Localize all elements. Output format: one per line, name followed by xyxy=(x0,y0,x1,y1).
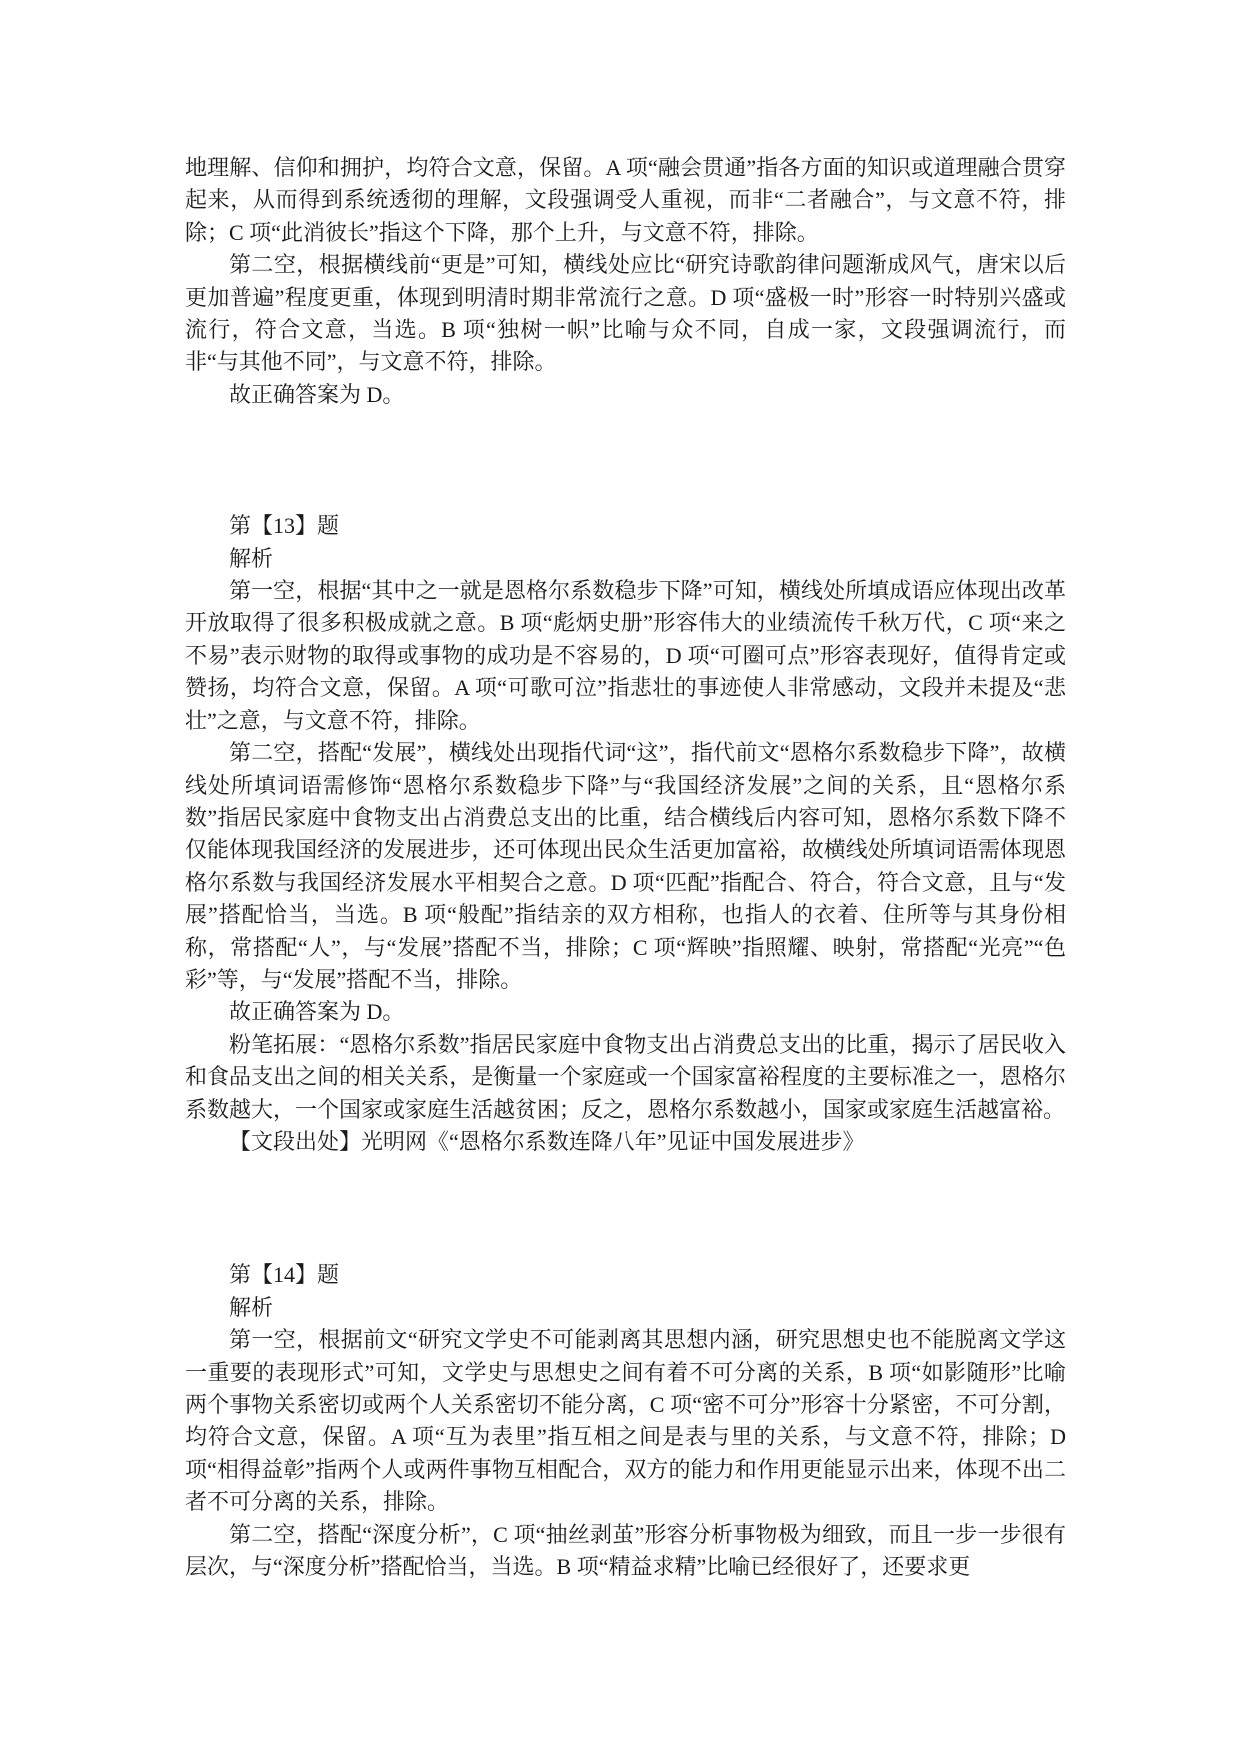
question-14-heading: 第【14】题 xyxy=(229,1262,340,1288)
explanation-paragraph: 第二空，根据横线前“更是”可知，横线处应比“研究诗歌韵律问题渐成风气，唐宋以后更加普遍”程度更重，体现到明清时期非常流行之意。D 项“盛极一时”形容一时特别兴盛或流行，符合文意，当选。B 项“独树一帜”比喻与众不同，自成一家，文段强调流行，而非“与其他不同”，与文意不符，排除。 xyxy=(185,252,1066,375)
section-gap xyxy=(185,411,1066,510)
continuation-paragraph: 地理解、信仰和拥护，均符合文意，保留。A 项“融会贯通”指各方面的知识或道理融合贯穿起来，从而得到系统透彻的理解，文段强调受人重视，而非“二者融合”，与文意不符，排除；C 项“此消彼长”指这个下降，那个上升，与文意不符，排除。 xyxy=(185,155,1066,245)
section-gap xyxy=(185,1158,1066,1259)
answer-line: 故正确答案为 D。 xyxy=(229,381,405,407)
question-13-heading: 第【13】题 xyxy=(229,513,340,539)
explanation-paragraph: 第一空，根据前文“研究文学史不可能剥离其思想内涵，研究思想史也不能脱离文学这一重要的表现形式”可知，文学史与思想史之间有着不可分离的关系，B 项“如影随形”比喻两个事物关系密切或两个人关系密切不能分离，C 项“密不可分”形容十分紧密，不可分割，均符合文意，保留。A 项“互为表里”指互相之间是表与里的关系，与文意不符，排除；D 项“相得益彰”指两个人或两件事物互相配合，双方的能力和作用更能显示出来，体现不出二者不可分离的关系，排除。 xyxy=(185,1327,1066,1515)
analysis-label: 解析 xyxy=(229,545,274,571)
analysis-label: 解析 xyxy=(229,1294,274,1320)
expansion-paragraph: 粉笔拓展：“恩格尔系数”指居民家庭中食物支出占消费总支出的比重，揭示了居民收入和食品支出之间的相关关系，是衡量一个家庭或一个国家富裕程度的主要标准之一，恩格尔系数越大，一个国家或家庭生活越贫困；反之，恩格尔系数越小，国家或家庭生活越富裕。 xyxy=(185,1031,1066,1122)
explanation-paragraph: 第二空，搭配“发展”，横线处出现指代词“这”，指代前文“恩格尔系数稳步下降”，故横线处所填词语需修饰“恩格尔系数稳步下降”与“我国经济发展”之间的关系，且“恩格尔系数”指居民家庭中食物支出占消费总支出的比重，结合横线后内容可知，恩格尔系数下降不仅能体现我国经济的发展进步，还可体现出民众生活更加富裕，故横线处所填词语需体现恩格尔系数与我国经济发展水平相契合之意。D 项“匹配”指配合、符合，符合文意，且与“发展”搭配恰当，当选。B 项“般配”指结亲的双方相称，也指人的衣着、住所等与其身份相称，常搭配“人”，与“发展”搭配不当，排除；C 项“辉映”指照耀、映射，常搭配“光亮”“色彩”等，与“发展”搭配不当，排除。 xyxy=(185,740,1066,992)
text-column xyxy=(185,152,1066,1583)
explanation-paragraph: 第二空，搭配“深度分析”，C 项“抽丝剥茧”形容分析事物极为细致，而且一步一步很有层次，与“深度分析”搭配恰当，当选。B 项“精益求精”比喻已经很好了，还要求更 xyxy=(185,1521,1066,1580)
answer-line: 故正确答案为 D。 xyxy=(229,999,405,1025)
explanation-paragraph: 第一空，根据“其中之一就是恩格尔系数稳步下降”可知，横线处所填成语应体现出改革开放取得了很多积极成就之意。B 项“彪炳史册”形容伟大的业绩流传千秋万代，C 项“来之不易”表示财物的取得或事物的成功是不容易的，D 项“可圈可点”形容表现好，值得肯定或赞扬，均符合文意，保留。A 项“可歌可泣”指悲壮的事迹使人非常感动，文段并未提及“悲壮”之意，与文意不符，排除。 xyxy=(185,578,1066,733)
source-line: 【文段出处】光明网《“恩格尔系数连降八年”见证中国发展进步》 xyxy=(229,1128,865,1154)
